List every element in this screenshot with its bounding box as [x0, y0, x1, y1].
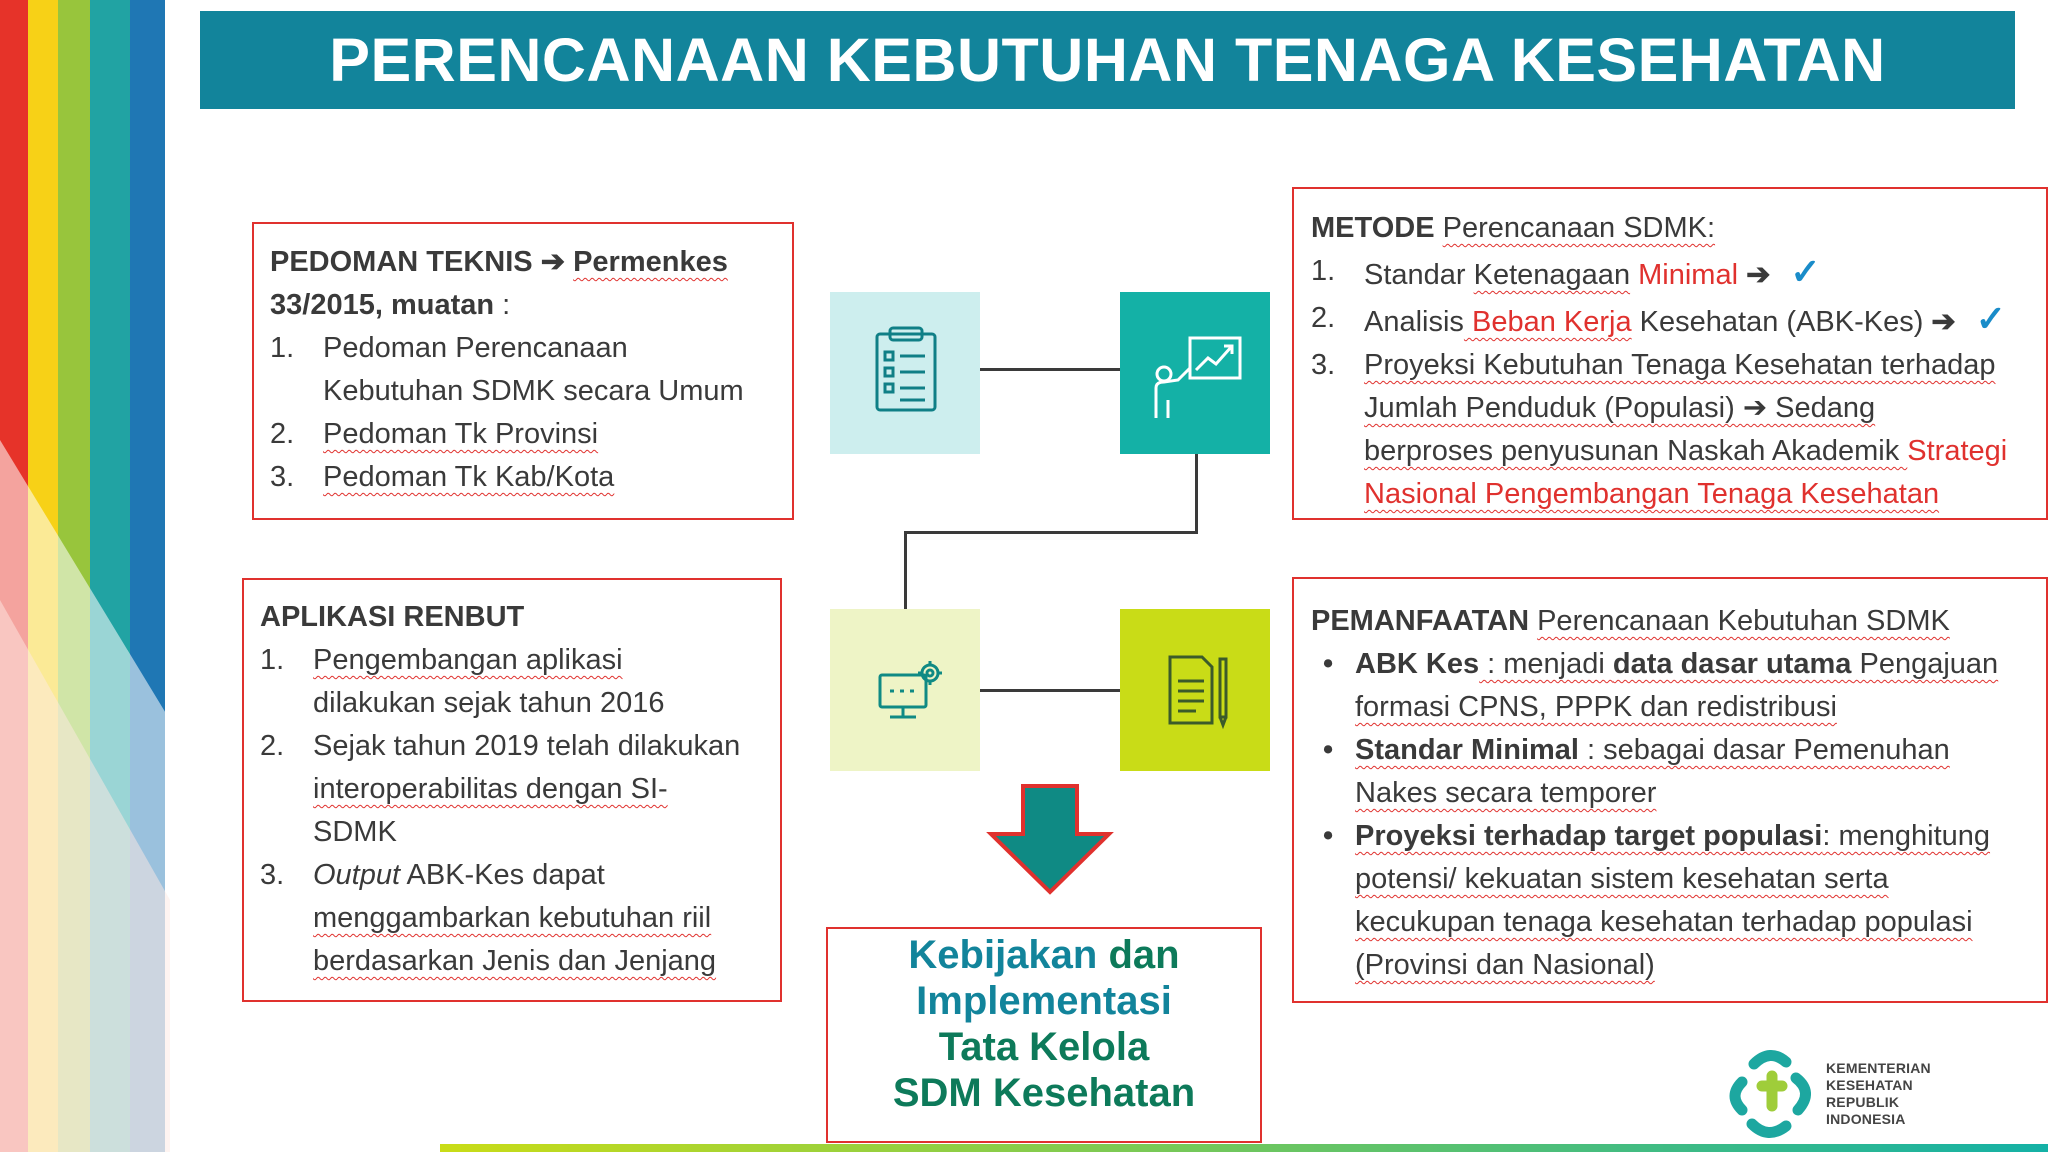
down-arrow-icon	[985, 782, 1115, 896]
pedoman-content	[270, 241, 790, 499]
metode-content	[1311, 207, 2041, 516]
connector-line	[905, 531, 1198, 534]
computer-tile	[830, 609, 980, 771]
check-icon: ✓	[1790, 251, 1821, 292]
decorative-color-stripes	[0, 0, 170, 1152]
list-item: 3. Proyeksi Kebutuhan Tenaga Kesehatan terhadap Jumlah Penduduk (Populasi) ➔ Sedang berproses penyusunan Naskah Akademik Strategi Nasional Pengembangan Tenaga Kesehatan	[1311, 349, 2008, 510]
check-icon: ✓	[1975, 298, 2006, 339]
pemanfaatan-content	[1311, 600, 2041, 987]
connector-line	[904, 531, 907, 609]
list-item: 1. Pedoman Perencanaan Kebutuhan SDMK secara Umum	[270, 332, 744, 407]
kemenkes-logo-icon	[1724, 1042, 1824, 1146]
list-item: 2. Sejak tahun 2019 telah dilakukan interoperabilitas dengan SI- SDMK	[260, 730, 741, 848]
list-item: • Proyeksi terhadap target populasi: menghitung potensi/ kekuatan sistem kesehatan serta kecukupan tenaga kesehatan terhadap populasi (Provinsi dan Nasional)	[1323, 820, 1991, 981]
bottom-edge-strip	[440, 1144, 2048, 1152]
list-item: • Standar Minimal : sebagai dasar Pemenuhan Nakes secara temporer	[1323, 734, 1950, 809]
list-item: 3. Output ABK-Kes dapat menggambarkan kebutuhan riil berdasarkan Jenis dan Jenjang	[260, 859, 717, 977]
clipboard-checklist-icon	[830, 292, 980, 454]
clipboard-tile	[830, 292, 980, 454]
document-pencil-icon	[1120, 609, 1270, 771]
list-item: 1. Pengembangan aplikasi dilakukan sejak tahun 2016	[260, 644, 665, 719]
list-item: 1. Standar Ketenagaan Minimal ➔ ✓	[1311, 251, 1821, 292]
connector-line	[980, 368, 1120, 371]
document-tile	[1120, 609, 1270, 771]
pemanfaatan-heading: PEMANFAATAN Perencanaan Kebutuhan SDMK	[1311, 605, 1950, 637]
page-title: PERENCANAAN KEBUTUHAN TENAGA KESEHATAN	[329, 26, 1886, 94]
computer-gear-icon	[830, 609, 980, 771]
metode-heading: METODE Perencanaan SDMK:	[1311, 212, 1716, 244]
list-item: 2. Analisis Beban Kerja Kesehatan (ABK-Kes) ➔ ✓	[1311, 298, 2006, 339]
presentation-tile	[1120, 292, 1270, 454]
aplikasi-content	[260, 596, 780, 983]
aplikasi-heading: APLIKASI RENBUT	[260, 601, 525, 633]
list-item: 2. Pedoman Tk Provinsi	[270, 418, 599, 450]
pedoman-heading: PEDOMAN TEKNIS ➔ Permenkes 33/2015, muatan :	[270, 246, 728, 321]
list-item: 3. Pedoman Tk Kab/Kota	[270, 461, 615, 493]
connector-line	[1195, 454, 1198, 534]
kemenkes-logo-text: KEMENTERIAN KESEHATAN REPUBLIK INDONESIA	[1826, 1060, 1931, 1127]
policy-text: Kebijakan dan Implementasi Tata Kelola SDM Kesehatan	[892, 933, 1196, 1115]
presenter-chart-icon	[1120, 292, 1270, 454]
connector-line	[980, 689, 1120, 692]
list-item: • ABK Kes : menjadi data dasar utama Pengajuan formasi CPNS, PPPK dan redistribusi	[1323, 648, 1999, 723]
